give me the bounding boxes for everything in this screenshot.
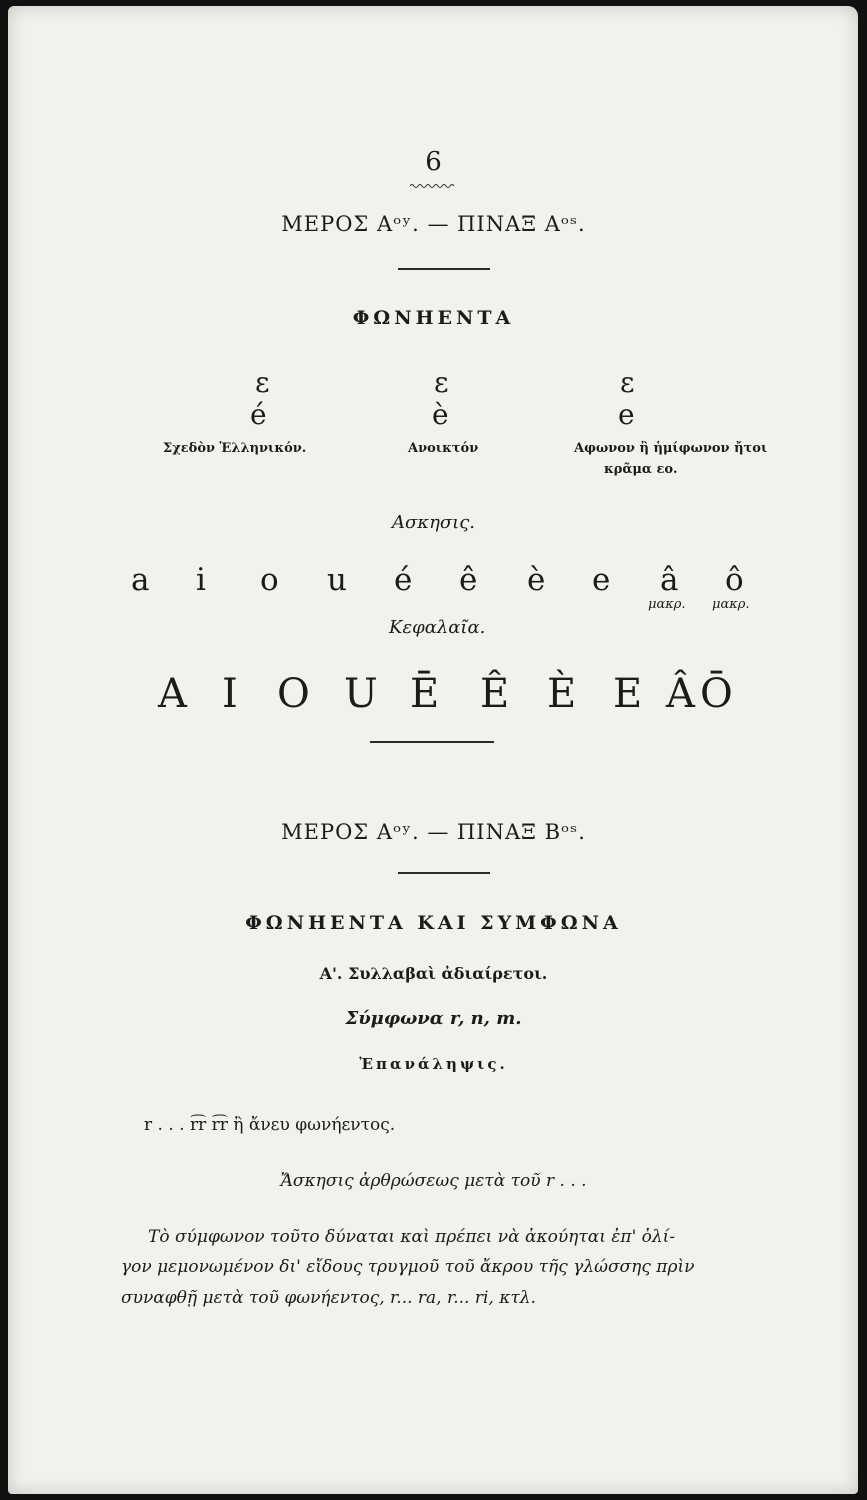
vowels-consonants-heading: ΦΩΝΗΕΝΤΑ ΚΑΙ ΣΥΜΦΩΝΑ — [245, 912, 622, 934]
lower-letter: â — [660, 562, 679, 598]
lower-letter: i — [196, 562, 206, 598]
column2-top: ε — [434, 366, 449, 399]
lower-letter: è — [527, 562, 546, 598]
upper-letter: Ē — [410, 671, 442, 717]
syllables-subheading: Α'. Συλλαβαὶ ἀδιαίρετοι. — [319, 964, 548, 983]
part-two-title: ΜΕΡΟΣ Αᵒʸ. — ΠΙΝΑΞ Βᵒˢ. — [281, 820, 586, 844]
exercise-label: Ασκησις. — [391, 512, 476, 533]
column2-bottom: è — [432, 398, 449, 431]
upper-letter: Ō — [700, 671, 735, 717]
lower-letter: a — [131, 562, 150, 598]
upper-letter: O — [277, 671, 312, 717]
wavy-ornament — [410, 183, 456, 189]
articulation-line: Ἄσκησις ἀρθρώσεως μετὰ τοῦ r . . . — [280, 1171, 587, 1191]
vowels-heading: ΦΩΝΗΕΝΤΑ — [352, 307, 515, 329]
repetition-line: r . . . r͡r r͡r ἢ ἄνευ φωνήεντος. — [144, 1115, 396, 1135]
column2-caption: Ανοικτόν — [408, 441, 479, 456]
paragraph-line: γον μεμονωμένον δι' εἴδους τρυγμοῦ τοῦ ἄκρου τῆς γλώσσης πρὶν — [121, 1257, 695, 1277]
divider — [398, 268, 490, 270]
capitals-label: Κεφαλαῖα. — [389, 617, 486, 638]
upper-letter: Â — [666, 671, 697, 717]
consonants-label: Σύμφωνα r, n, m. — [345, 1008, 522, 1029]
paragraph-line: συναφθῇ μετὰ τοῦ φωνήεντος, r... ra, r... ri, κτλ. — [121, 1288, 536, 1308]
upper-letter: Ê — [480, 671, 512, 717]
column3-caption-line2: κρᾶμα εο. — [604, 462, 678, 477]
column3-caption: Αφωνον ἢ ἡμίφωνον ἤτοι — [574, 441, 768, 456]
upper-letter: U — [344, 671, 380, 717]
upper-letter: A — [158, 671, 189, 717]
upper-letter: E — [613, 671, 645, 717]
lower-letter: é — [394, 562, 413, 598]
upper-letter: È — [547, 671, 579, 717]
column1-top: ε — [255, 366, 270, 399]
page-number: 6 — [425, 147, 442, 177]
column1-caption: Σχεδὸν Ἑλληνικόν. — [163, 441, 307, 456]
long-mark: μακρ. — [648, 597, 686, 612]
upper-letter: I — [222, 671, 240, 717]
part-one-title: ΜΕΡΟΣ Αᵒʸ. — ΠΙΝΑΞ Αᵒˢ. — [281, 212, 586, 236]
paragraph-line: Τὸ σύμφωνον τοῦτο δύναται καὶ πρέπει νὰ ἀκούηται ἐπ' ὀλί- — [148, 1227, 676, 1247]
divider — [398, 872, 490, 874]
repetition-label: Ἐπανάληψις. — [359, 1055, 508, 1073]
divider — [370, 741, 494, 743]
lower-letter: o — [260, 562, 279, 598]
long-mark: μακρ. — [712, 597, 750, 612]
lower-letter: ê — [459, 562, 478, 598]
lower-letter: u — [327, 562, 347, 598]
column3-bottom: e — [618, 398, 635, 431]
lower-letter: e — [592, 562, 611, 598]
column3-top: ε — [620, 366, 635, 399]
lower-letter: ô — [725, 562, 744, 598]
column1-bottom: é — [250, 398, 267, 431]
